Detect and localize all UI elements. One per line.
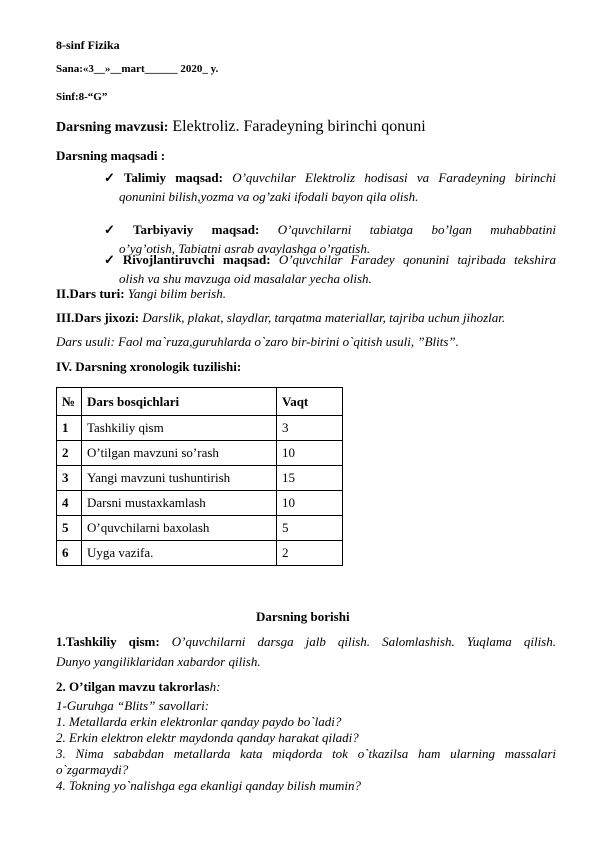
table-row — [57, 491, 343, 516]
goal-text-continued: qonunini bilish,yozma va og’zaki ifodali bayon qila olish. — [119, 189, 419, 204]
question-item: 2. Erkin elektron elektr maydonda qanday harakat qiladi? — [56, 730, 359, 745]
table-cell: 3 — [57, 466, 82, 491]
progress-heading: Darsning borishi — [256, 609, 350, 624]
topic-text: Elektroliz. Faradeyning birinchi qonuni — [172, 118, 426, 135]
table-cell: O’tilgan mavzuni so’rash — [82, 441, 277, 466]
lesson-topic — [56, 118, 426, 136]
table-header-cell: № — [57, 388, 82, 416]
lesson-structure-table — [56, 387, 343, 566]
table-row — [57, 541, 343, 566]
question-item: 1. Metallarda erkin elektronlar qanday paydo bo`ladi? — [56, 714, 342, 729]
table-header-cell: Vaqt — [277, 388, 343, 416]
table-row — [57, 516, 343, 541]
section-label-end: h: — [209, 679, 221, 694]
checkmark-icon: ✓ — [104, 170, 121, 185]
section-text: O’quvchilarni darsga jalb qilish. Salomlashish. Yuqlama qilish. — [171, 634, 556, 649]
grade-subject: 8-sinf Fizika — [56, 38, 120, 52]
class-label: Sinf:8-“G” — [56, 91, 108, 103]
goal-label: Talimiy maqsad: — [123, 170, 223, 185]
table-cell: Tashkiliy qism — [82, 416, 277, 441]
goal-line-1 — [104, 168, 556, 187]
table-cell: 10 — [277, 491, 343, 516]
goal-line-1 — [104, 250, 556, 269]
table-header-row — [57, 388, 343, 416]
table-cell: 2 — [57, 441, 82, 466]
goal-line-1 — [104, 220, 556, 239]
lesson-method: Dars usuli: Faol ma`ruza,guruhlarda o`zaro bir-birini o`qitish usuli, ”Blits”. — [56, 334, 459, 349]
section-label: 2. O’tilgan mavzu takrorlas — [56, 679, 210, 694]
section-review-heading — [56, 679, 220, 695]
question-item: 4. Tokning yo`nalishga ega ekanligi qanday bilish mumin? — [56, 778, 361, 793]
section-line-1 — [56, 632, 556, 652]
goal-text: O’quvchilar Elektroliz hodisasi va Faradeyning birinchi — [232, 170, 556, 185]
structure-heading: IV. Darsning xronologik tuzilishi: — [56, 359, 242, 374]
questions-intro: 1-Guruhga “Blits” savollari: — [56, 698, 210, 713]
lesson-type — [56, 286, 226, 302]
table-cell: O’quvchilarni baxolash — [82, 516, 277, 541]
equipment-value: Darslik, plakat, slaydlar, tarqatma materiallar, tajriba uchun jihozlar. — [142, 310, 506, 325]
question-item-continued: o`zgarmaydi? — [56, 762, 129, 777]
table-row — [57, 416, 343, 441]
table-cell: Darsni mustaxkamlash — [82, 491, 277, 516]
checkmark-icon: ✓ — [104, 222, 131, 237]
lesson-equipment — [56, 310, 505, 326]
checkmark-icon: ✓ — [104, 252, 120, 267]
table-cell: 3 — [277, 416, 343, 441]
topic-label: Darsning mavzusi: — [56, 120, 169, 135]
goal-developmental — [104, 250, 556, 288]
goal-text: O’quvchilarni tabiatga bo’lgan muhabbatini — [277, 222, 556, 237]
lesson-date: Sana:«3__»__mart______ 2020_ y. — [56, 63, 219, 75]
table-cell: 5 — [57, 516, 82, 541]
table-row — [57, 466, 343, 491]
table-cell: 5 — [277, 516, 343, 541]
goal-label: Rivojlantiruvchi maqsad: — [122, 252, 271, 267]
questions-block — [56, 698, 556, 794]
goal-educational — [104, 168, 556, 206]
section-label: 1.Tashkiliy qism: — [56, 634, 160, 649]
table-cell: 15 — [277, 466, 343, 491]
lesson-type-label: II.Dars turi: — [56, 286, 125, 301]
goal-label: Tarbiyaviy maqsad: — [133, 222, 260, 237]
goal-text-continued: olish va shu mavzuga oid masalalar yecha olish. — [119, 271, 372, 286]
table-cell: Uyga vazifa. — [82, 541, 277, 566]
table-header-cell: Dars bosqichlari — [82, 388, 277, 416]
table-cell: 1 — [57, 416, 82, 441]
lesson-type-value: Yangi bilim berish. — [127, 286, 226, 301]
table-cell: Yangi mavzuni tushuntirish — [82, 466, 277, 491]
goal-text: O’quvchilar Faradey qonunini tajribada tekshira — [278, 252, 556, 267]
section-organizational — [56, 632, 556, 672]
table-cell: 10 — [277, 441, 343, 466]
table-cell: 2 — [277, 541, 343, 566]
goals-heading: Darsning maqsadi : — [56, 148, 166, 163]
table-cell: 6 — [57, 541, 82, 566]
section-text-continued: Dunyo yangiliklaridan xabardor qilish. — [56, 654, 261, 669]
table-cell: 4 — [57, 491, 82, 516]
table-row — [57, 441, 343, 466]
goal-text-continued: o’yg’otish, Tabiatni asrab avaylashga o’rgatish. — [119, 241, 371, 256]
question-item: 3. Nima sababdan metallarda kata miqdorda tok o`tkazilsa ham ularning massalari — [56, 746, 556, 761]
equipment-label: III.Dars jixozi: — [56, 310, 140, 325]
